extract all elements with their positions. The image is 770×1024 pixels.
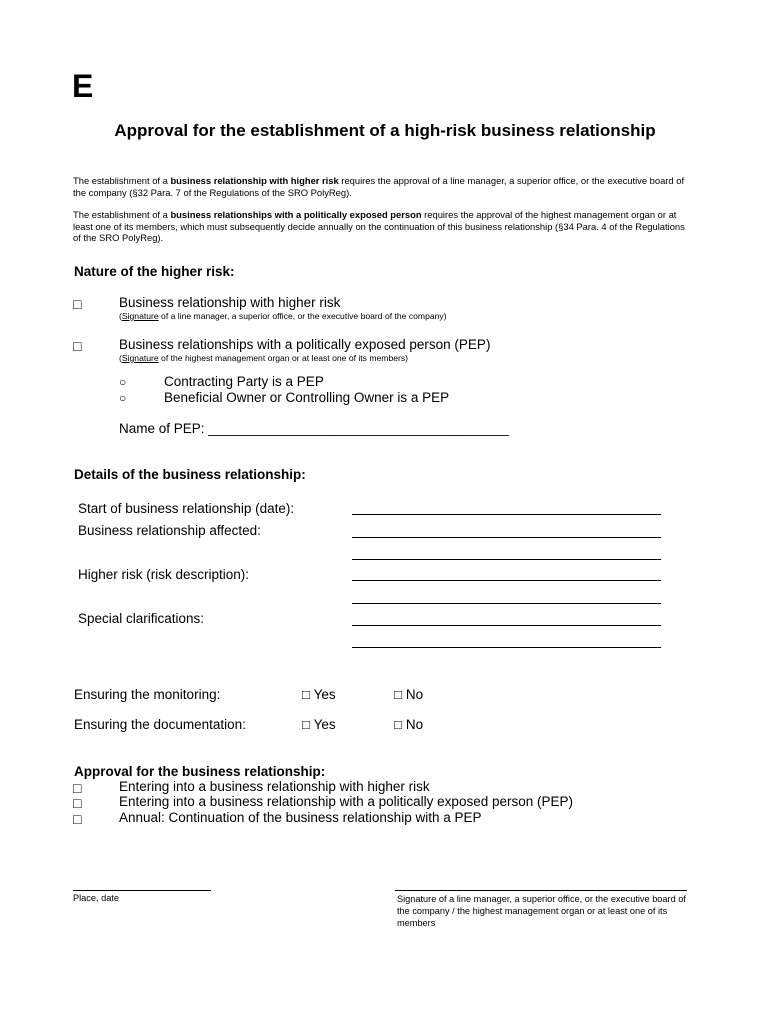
intro-2-pre: The establishment of a	[73, 209, 171, 220]
documentation-label: Ensuring the documentation:	[74, 717, 246, 732]
option-higher-risk-checkbox[interactable]: □	[73, 296, 82, 312]
signature-line[interactable]	[395, 890, 687, 891]
sub-option-2-radio[interactable]: ○	[119, 391, 127, 405]
intro-1-post: requires the approval of a line manager, a superior office, or the executive board of the company (§32 Para. 7 of the Regulations of the SRO PolyReg).	[73, 175, 685, 198]
documentation-yes-checkbox[interactable]: □ Yes	[302, 717, 336, 732]
place-date-line[interactable]	[73, 890, 211, 891]
approval-3-label: Annual: Continuation of the business relationship with a PEP	[119, 810, 482, 825]
approval-3-checkbox[interactable]: □	[73, 811, 82, 827]
sub-option-1-radio[interactable]: ○	[119, 375, 127, 389]
option-pep-label: Business relationships with a politically exposed person (PEP)	[119, 337, 491, 352]
risk-label: Higher risk (risk description):	[78, 567, 250, 582]
monitoring-no-checkbox[interactable]: □ No	[394, 687, 424, 702]
note-1-rest: of a line manager, a superior office, or the executive board of the company)	[158, 311, 447, 321]
risk-line-1[interactable]	[352, 580, 661, 581]
appendix-letter: E	[72, 68, 94, 104]
risk-line-2[interactable]	[352, 603, 661, 604]
nature-heading: Nature of the higher risk:	[74, 264, 235, 279]
monitoring-label: Ensuring the monitoring:	[74, 687, 221, 702]
sub-option-1-label: Contracting Party is a PEP	[164, 374, 324, 389]
intro-paragraph-2	[73, 209, 695, 244]
approval-1-checkbox[interactable]: □	[73, 780, 82, 796]
intro-2-bold: business relationships with a politically exposed person	[170, 209, 422, 220]
clarifications-line-1[interactable]	[352, 625, 661, 626]
affected-line-2[interactable]	[352, 559, 661, 560]
approval-2-checkbox[interactable]: □	[73, 795, 82, 811]
option-higher-risk-note	[119, 311, 447, 321]
sub-option-2-label: Beneficial Owner or Controlling Owner is a PEP	[164, 390, 450, 405]
affected-label: Business relationship affected:	[78, 523, 261, 538]
note-1-open: (	[119, 311, 122, 321]
signature-caption: Signature of a line manager, a superior office, or the executive board of the company / the highest management organ or at least one of its members	[397, 894, 686, 928]
monitoring-yes-checkbox[interactable]: □ Yes	[302, 687, 336, 702]
approval-heading: Approval for the business relationship:	[74, 764, 326, 779]
option-pep-checkbox[interactable]: □	[73, 338, 82, 354]
intro-2-post: requires the approval of the highest management organ or at least one of its members, which must subsequently decide annually on the continuation of this business relationship (§34 Para. 4 of the Regulations of the SRO PolyReg).	[73, 209, 685, 243]
documentation-no-checkbox[interactable]: □ No	[394, 717, 424, 732]
clarifications-line-2[interactable]	[352, 647, 661, 648]
details-heading: Details of the business relationship:	[74, 467, 306, 482]
affected-line-1[interactable]	[352, 537, 661, 538]
start-date-line[interactable]	[352, 514, 661, 515]
pep-name-field[interactable]: Name of PEP: ________________________________________	[119, 421, 509, 436]
intro-paragraph-1	[73, 175, 695, 198]
intro-1-pre: The establishment of a	[73, 175, 171, 186]
option-higher-risk-label: Business relationship with higher risk	[119, 295, 341, 310]
note-1-signature: Signature	[121, 311, 159, 321]
note-2-signature: Signature	[121, 353, 159, 363]
intro-1-bold: business relationship with higher risk	[170, 175, 339, 186]
note-2-open: (	[119, 353, 122, 363]
page-title: Approval for the establishment of a high-risk business relationship	[114, 121, 656, 140]
start-date-label: Start of business relationship (date):	[78, 501, 295, 516]
approval-2-label: Entering into a business relationship with a politically exposed person (PEP)	[119, 794, 573, 809]
approval-1-label: Entering into a business relationship with higher risk	[119, 779, 430, 794]
option-pep-note	[119, 353, 408, 363]
note-2-rest: of the highest management organ or at least one of its members)	[158, 353, 409, 363]
place-date-caption: Place, date	[73, 893, 119, 903]
clarifications-label: Special clarifications:	[78, 611, 205, 626]
